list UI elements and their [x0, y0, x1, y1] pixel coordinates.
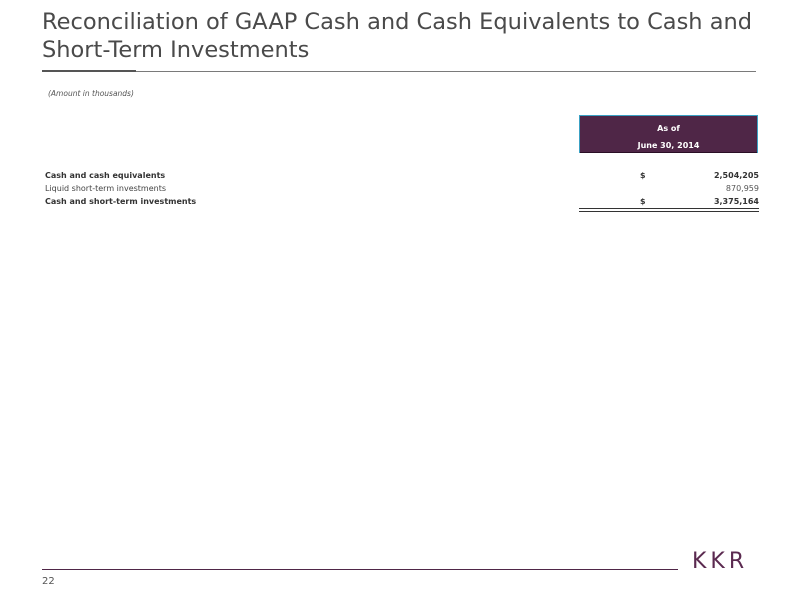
title-divider-accent: [42, 70, 136, 72]
row-currency: $: [640, 171, 646, 180]
column-header: [579, 115, 758, 153]
page-title: Reconciliation of GAAP Cash and Cash Equivalents to Cash and Short-Term Investments: [42, 9, 753, 63]
table-row: [45, 184, 759, 196]
column-header-line2: June 30, 2014: [637, 141, 700, 150]
title-divider: [42, 71, 756, 72]
table-row: [45, 171, 759, 183]
row-label: Liquid short-term investments: [45, 184, 167, 193]
amount-note: (Amount in thousands): [48, 89, 134, 98]
footer-divider: [42, 569, 678, 570]
row-label: Cash and short-term investments: [45, 197, 197, 206]
total-double-underline-top: [579, 208, 759, 209]
row-currency: $: [640, 197, 646, 206]
row-value: 870,959: [725, 184, 759, 193]
row-label: Cash and cash equivalents: [45, 171, 166, 180]
row-value: 2,504,205: [713, 171, 759, 180]
column-header-underline: [580, 152, 757, 153]
page-number: 22: [42, 576, 55, 587]
row-value: 3,375,164: [713, 197, 759, 206]
column-header-line1: As of: [657, 124, 680, 133]
kkr-logo: KKR: [692, 549, 749, 574]
total-double-underline-bottom: [579, 211, 759, 212]
